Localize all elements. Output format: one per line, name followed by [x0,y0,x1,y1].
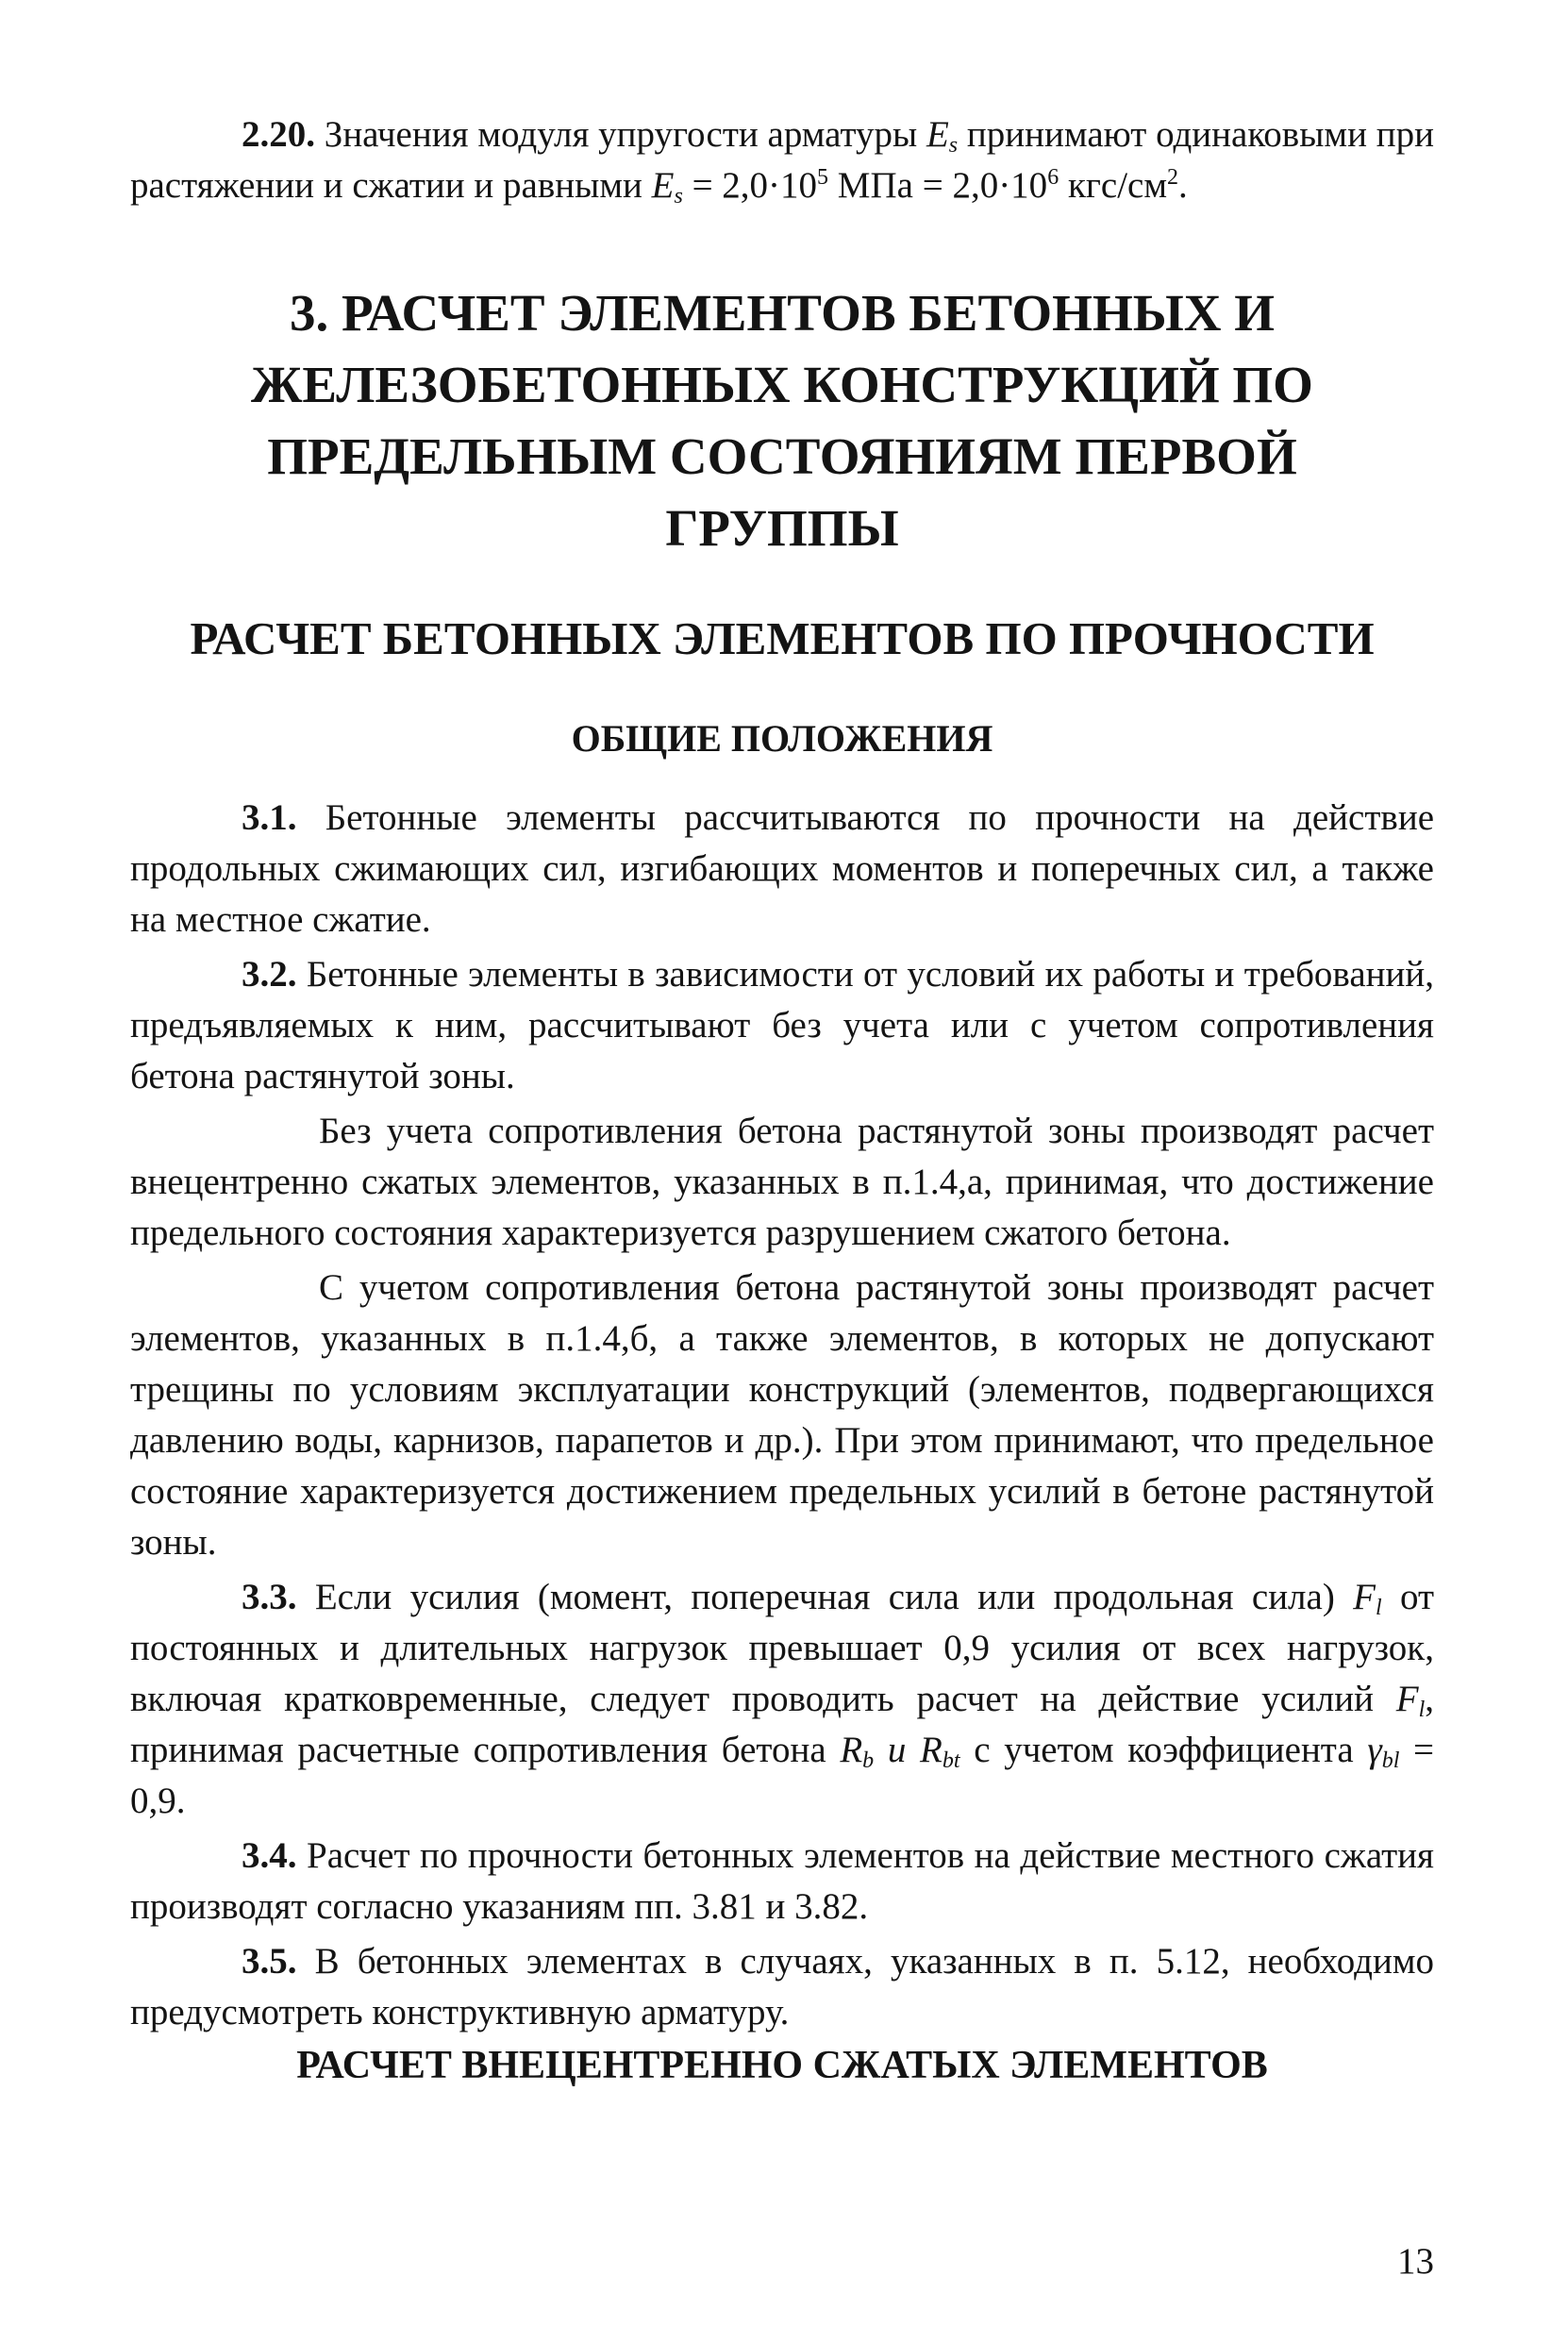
paragraph-number: 3.1. [242,797,297,838]
paragraph-3-5: 3.5. В бетонных элементах в случаях, указанных в п. 5.12, необходимо предусмотреть конструктивную арматуру. [130,1941,1434,2033]
section-heading: 3. РАСЧЕТ ЭЛЕМЕНТОВ БЕТОННЫХ И ЖЕЛЕЗОБЕТОННЫХ КОНСТРУКЦИЙ ПО ПРЕДЕЛЬНЫМ СОСТОЯНИЯМ ПЕРВОЙ ГРУППЫ [251,284,1313,557]
subsubsection-heading: ОБЩИЕ ПОЛОЖЕНИЯ [571,717,993,760]
paragraph-number: 3.2. [242,954,297,995]
page-number: 13 [1397,2241,1434,2282]
paragraph-3-4: 3.4. Расчет по прочности бетонных элементов на действие местного сжатия производят согласно указаниям пп. 3.81 и 3.82. [130,1835,1434,1927]
next-section-heading: РАСЧЕТ ВНЕЦЕНТРЕННО СЖАТЫХ ЭЛЕМЕНТОВ [296,2044,1268,2087]
paragraph-number: 2.20. [242,114,315,155]
paragraph-3-1: 3.1. Бетонные элементы рассчитываются по прочности на действие продольных сжимающих сил, изгибающих моментов и поперечных сил, а также на местное сжатие. [130,797,1434,940]
text-column [130,109,1434,2091]
paragraph-3-2: 3.2. Бетонные элементы в зависимости от условий их работы и требований, предъявляемых к ним, рассчитывают без учета или с учетом сопротивления бетона растянутой зоны. [130,954,1434,1096]
paragraph-3-3: 3.3. Если усилия (момент, поперечная сила или продольная сила) $F_l$ от постоянных и длительных нагрузок превышает 0,9 усилия от всех нагрузок, включая кратковременные, следует проводить расчет на действие усилий $F_l$, принимая расчетные сопротивления бетона $R_b$ и $R_{bt}$ с учетом коэффициента $\gamma_{bl} = 0,9$. [130,1577,1435,1821]
paragraph-number: 3.3. [242,1577,297,1617]
paragraph-3-2-a: Без учета сопротивления бетона растянутой зоны производят расчет внецентренно сжатых элементов, указанных в п.1.4,а, принимая, что достижение предельного состояния характеризуется разрушением сжатого бетона. [130,1111,1434,1253]
paragraph-number: 3.5. [242,1941,297,1982]
paragraph-3-2-b: С учетом сопротивления бетона растянутой зоны производят расчет элементов, указанных в п.1.4,б, а также элементов, в которых не допускают трещины по условиям эксплуатации конструкций (элементов, подвергающихся давлению воды, карнизов, парапетов и др.). При этом принимают, что предельное состояние характеризуется достижением предельных усилий в бетоне растянутой зоны. [130,1267,1434,1563]
paragraph-number: 3.4. [242,1835,297,1876]
subsection-heading: РАСЧЕТ БЕТОННЫХ ЭЛЕМЕНТОВ ПО ПРОЧНОСТИ [190,612,1375,664]
paragraph-2-20: 2.20. Значения модуля упругости арматуры $E_s$ принимают одинаковыми при растяжении и сжатии и равными $E_s = 2,0\cdot 10^5$ МПа = $2,0\cdot 10^6$ кгс/$см^2$. [130,114,1434,209]
